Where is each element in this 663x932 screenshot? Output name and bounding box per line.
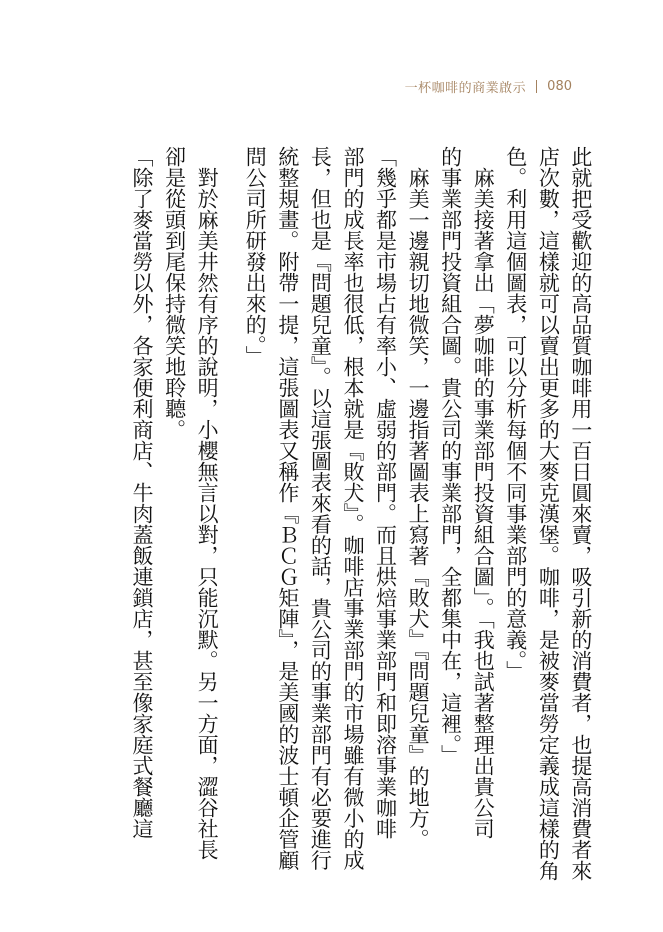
header-divider — [536, 80, 537, 93]
text-line-5: 的事業部門投資組合圖。貴公司的事業部門，全都集中在，這裡。」 — [438, 146, 463, 766]
text-line-11: 問公司所研發出來的。」 — [243, 146, 268, 367]
text-line-4: 麻美接著拿出「夢咖啡的事業部門投資組合圖」。「我也試著整理出貴公司 — [471, 146, 496, 839]
text-line-1: 此就把受歡迎的高品質咖啡用一百日圓來賣，吸引新的消費者，也提高消費者來 — [568, 146, 593, 881]
text-line-2: 店次數，這樣就可以賣出更多的大麥克漢堡。咖啡，是被麥當勞定義成這樣的角 — [536, 146, 561, 881]
text-line-8: 部門的成長率也很低，根本就是『敗犬』。咖啡店事業部門的市場雖有微小的成 — [340, 146, 365, 871]
text-line-12: 對於麻美井然有序的說明，小櫻無言以對，只能沉默。另一方面，澀谷社長 — [195, 146, 220, 860]
book-title: 一杯咖啡的商業啟示 — [404, 80, 527, 96]
text-line-14: 「除了麥當勞以外，各家便利商店、牛肉蓋飯連鎖店，甚至像家庭式餐廳這 — [130, 146, 154, 839]
text-line-3: 色。利用這個圖表，可以分析每個不同事業部門的意義。」 — [503, 146, 528, 682]
text-line-9: 長，但也是『問題兒童』。以這張圖表來看的話，貴公司的事業部門有必要進行 — [308, 146, 333, 871]
text-line-6: 麻美一邊親切地微笑，一邊指著圖表上寫著『敗犬』『問題兒童』的地方。 — [406, 146, 431, 850]
text-line-7: 「幾乎都是市場占有率小、虛弱的部門。而且烘焙事業部門和即溶事業咖啡 — [373, 146, 398, 839]
text-line-13: 卻是從頭到尾保持微笑地聆聽。 — [162, 146, 187, 440]
text-line-10: 統整規畫。附帶一提，這張圖表又稱作『ＢＣＧ矩陣』，是美國的波士頓企管顧 — [275, 146, 300, 871]
vertical-text-body — [126, 146, 596, 881]
page-number: 080 — [547, 78, 572, 94]
running-header — [405, 76, 572, 96]
